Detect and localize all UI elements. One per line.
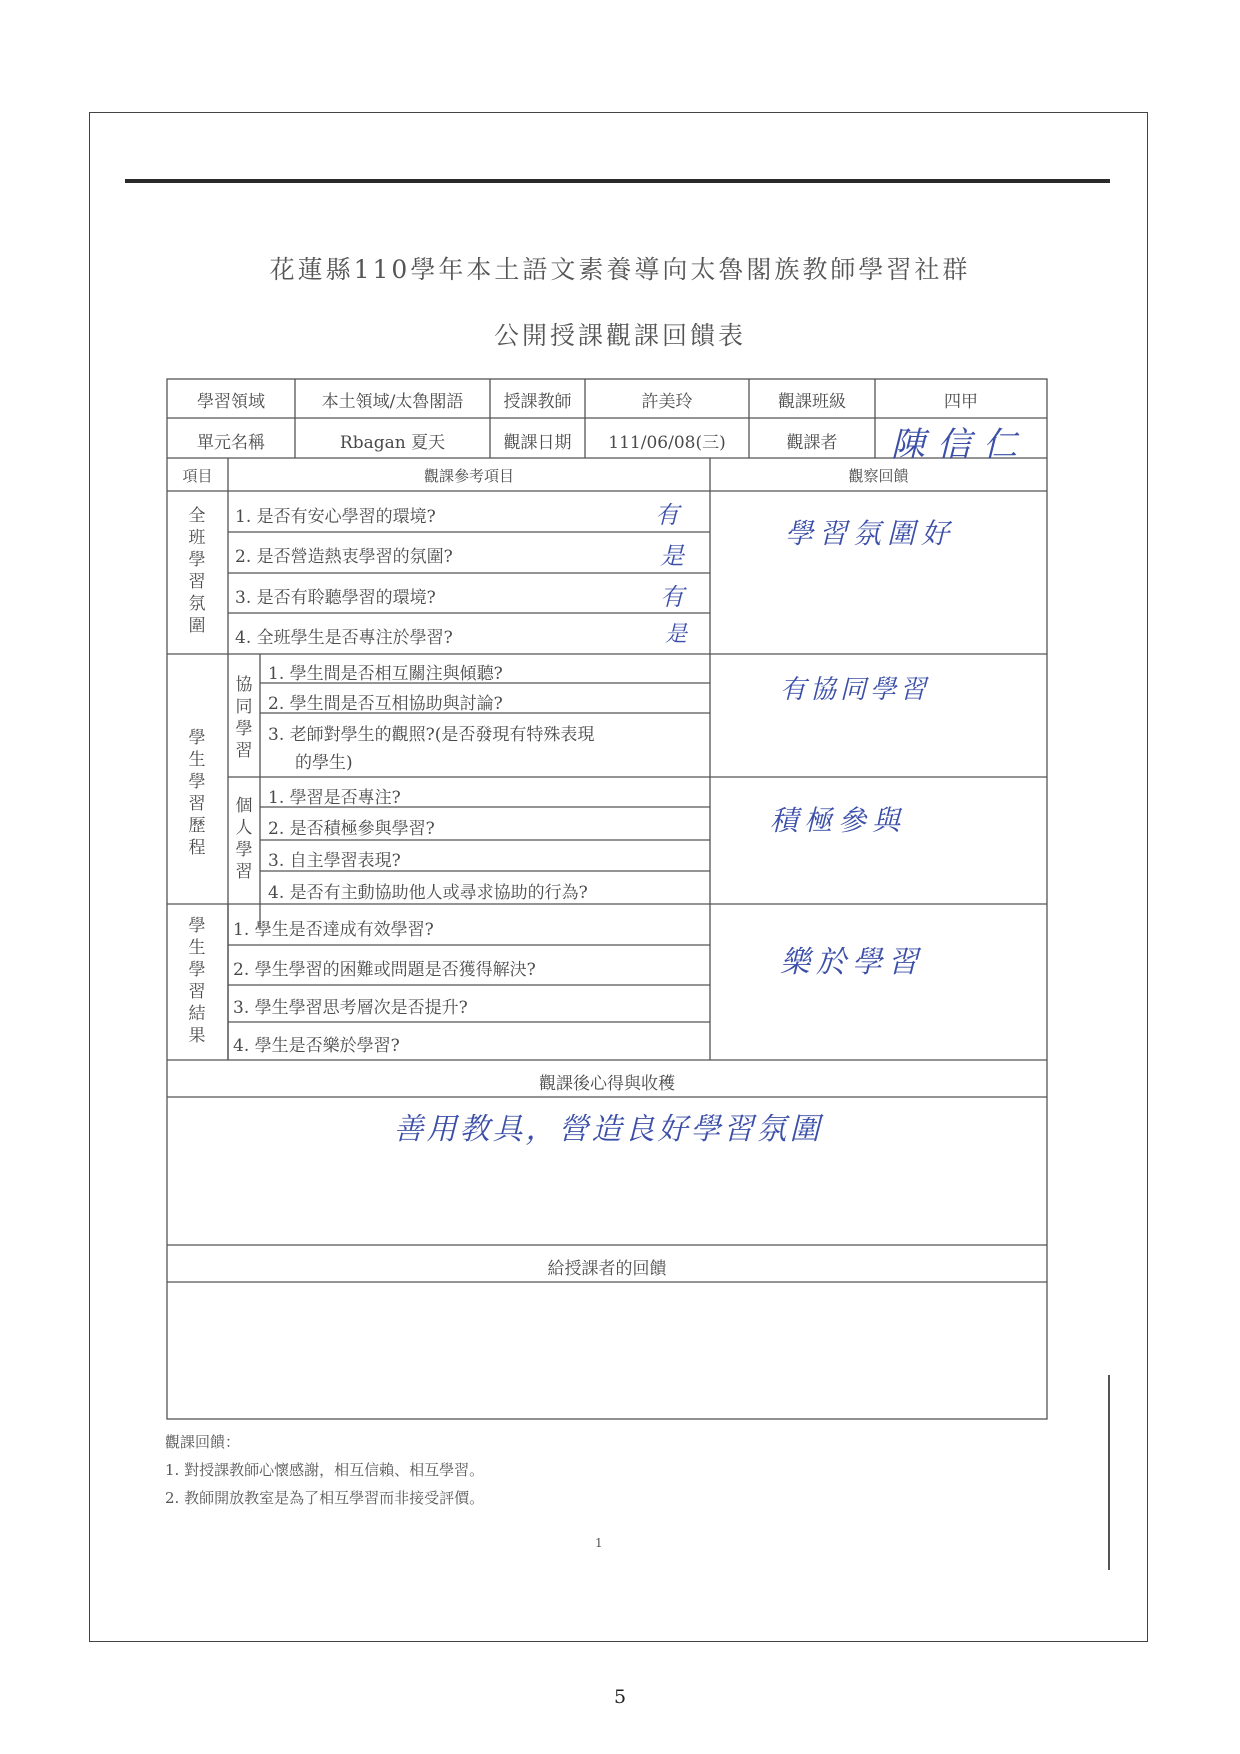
list-item: 3. 學生學習思考層次是否提升?	[233, 998, 468, 1018]
observer-label: 觀課者	[786, 433, 838, 453]
class-value: 四甲	[944, 392, 978, 412]
handwritten-answer: 是	[665, 622, 688, 647]
list-item: 2. 是否營造熱衷學習的氛圍?	[235, 547, 453, 567]
section-learning-result-label: 學生學習結果	[188, 916, 206, 1046]
date-label: 觀課日期	[503, 433, 572, 453]
handwritten-answer: 有	[660, 583, 684, 611]
col-header-item: 項目	[182, 467, 213, 485]
observation-notes	[165, 1428, 484, 1512]
handwritten-answer: 是	[660, 542, 684, 570]
list-item: 的學生)	[295, 753, 353, 773]
reflection-label: 觀課後心得與收穫	[539, 1074, 675, 1094]
list-item: 2. 是否積極參與學習?	[268, 819, 435, 839]
teacher-value: 許美玲	[641, 392, 693, 412]
list-item: 3. 老師對學生的觀照?(是否發現有特殊表現	[268, 725, 595, 745]
notes-heading: 觀課回饋：	[165, 1433, 241, 1451]
list-item: 4. 是否有主動協助他人或尋求協助的行為?	[268, 883, 588, 903]
reflection-handwritten-text: 善用教具，營造良好學習氛圍	[393, 1112, 823, 1147]
section-learning-process-label: 學生學習歷程	[188, 728, 206, 858]
handwritten-answer: 有	[655, 501, 679, 529]
domain-value: 本土領域/太魯閣語	[321, 392, 464, 412]
note-item: 2. 教師開放教室是為了相互學習而非接受評價。	[165, 1489, 485, 1507]
col-header-feedback: 觀察回饋	[848, 467, 909, 485]
list-item: 4. 全班學生是否專注於學習?	[235, 628, 453, 648]
feedback-form-table	[165, 377, 1051, 1427]
note-item: 1. 對授課教師心懷感謝，相互信賴、相互學習。	[165, 1461, 485, 1479]
list-item: 1. 學生間是否相互關注與傾聽?	[268, 664, 503, 684]
list-item: 3. 是否有聆聽學習的環境?	[235, 588, 436, 608]
list-item: 1. 學習是否專注?	[268, 788, 401, 808]
to-teacher-label: 給授課者的回饋	[547, 1259, 667, 1279]
domain-label: 學習領域	[197, 392, 265, 412]
handwritten-feedback: 學習氛圍好	[785, 517, 956, 550]
handwritten-feedback: 樂於學習	[780, 945, 924, 980]
list-item: 3. 自主學習表現?	[268, 851, 401, 871]
list-item: 2. 學生學習的困難或問題是否獲得解決?	[233, 960, 536, 980]
form-subtitle: 公開授課觀課回饋表	[493, 321, 746, 350]
handwritten-feedback: 有協同學習	[780, 675, 931, 705]
list-item: 2. 學生間是否互相協助與討論?	[268, 694, 503, 714]
sub-individual-label: 個人學習	[235, 796, 253, 882]
header-rule	[125, 179, 1110, 183]
form-title: 花蓮縣110學年本土語文素養導向太魯閣族教師學習社群	[269, 255, 971, 284]
unit-value: Rbagan 夏天	[339, 433, 446, 453]
scan-edge-line	[1108, 1375, 1110, 1570]
handwritten-feedback: 積極參與	[770, 804, 907, 837]
observer-signature: 陳信仁	[891, 425, 1029, 465]
teacher-label: 授課教師	[503, 392, 572, 412]
col-header-reference: 觀課參考項目	[423, 467, 514, 485]
section-class-atmosphere-label: 全班學習氛圍	[188, 506, 206, 636]
list-item: 1. 是否有安心學習的環境?	[235, 507, 436, 527]
unit-label: 單元名稱	[197, 433, 265, 453]
list-item: 4. 學生是否樂於學習?	[233, 1036, 400, 1056]
date-value: 111/06/08(三)	[608, 433, 726, 453]
list-item: 1. 學生是否達成有效學習?	[233, 920, 434, 940]
scanned-page-number: 1	[595, 1536, 603, 1550]
page-number: 5	[613, 1686, 627, 1708]
class-label: 觀課班級	[778, 392, 846, 412]
sub-collaborative-label: 協同學習	[235, 675, 253, 761]
